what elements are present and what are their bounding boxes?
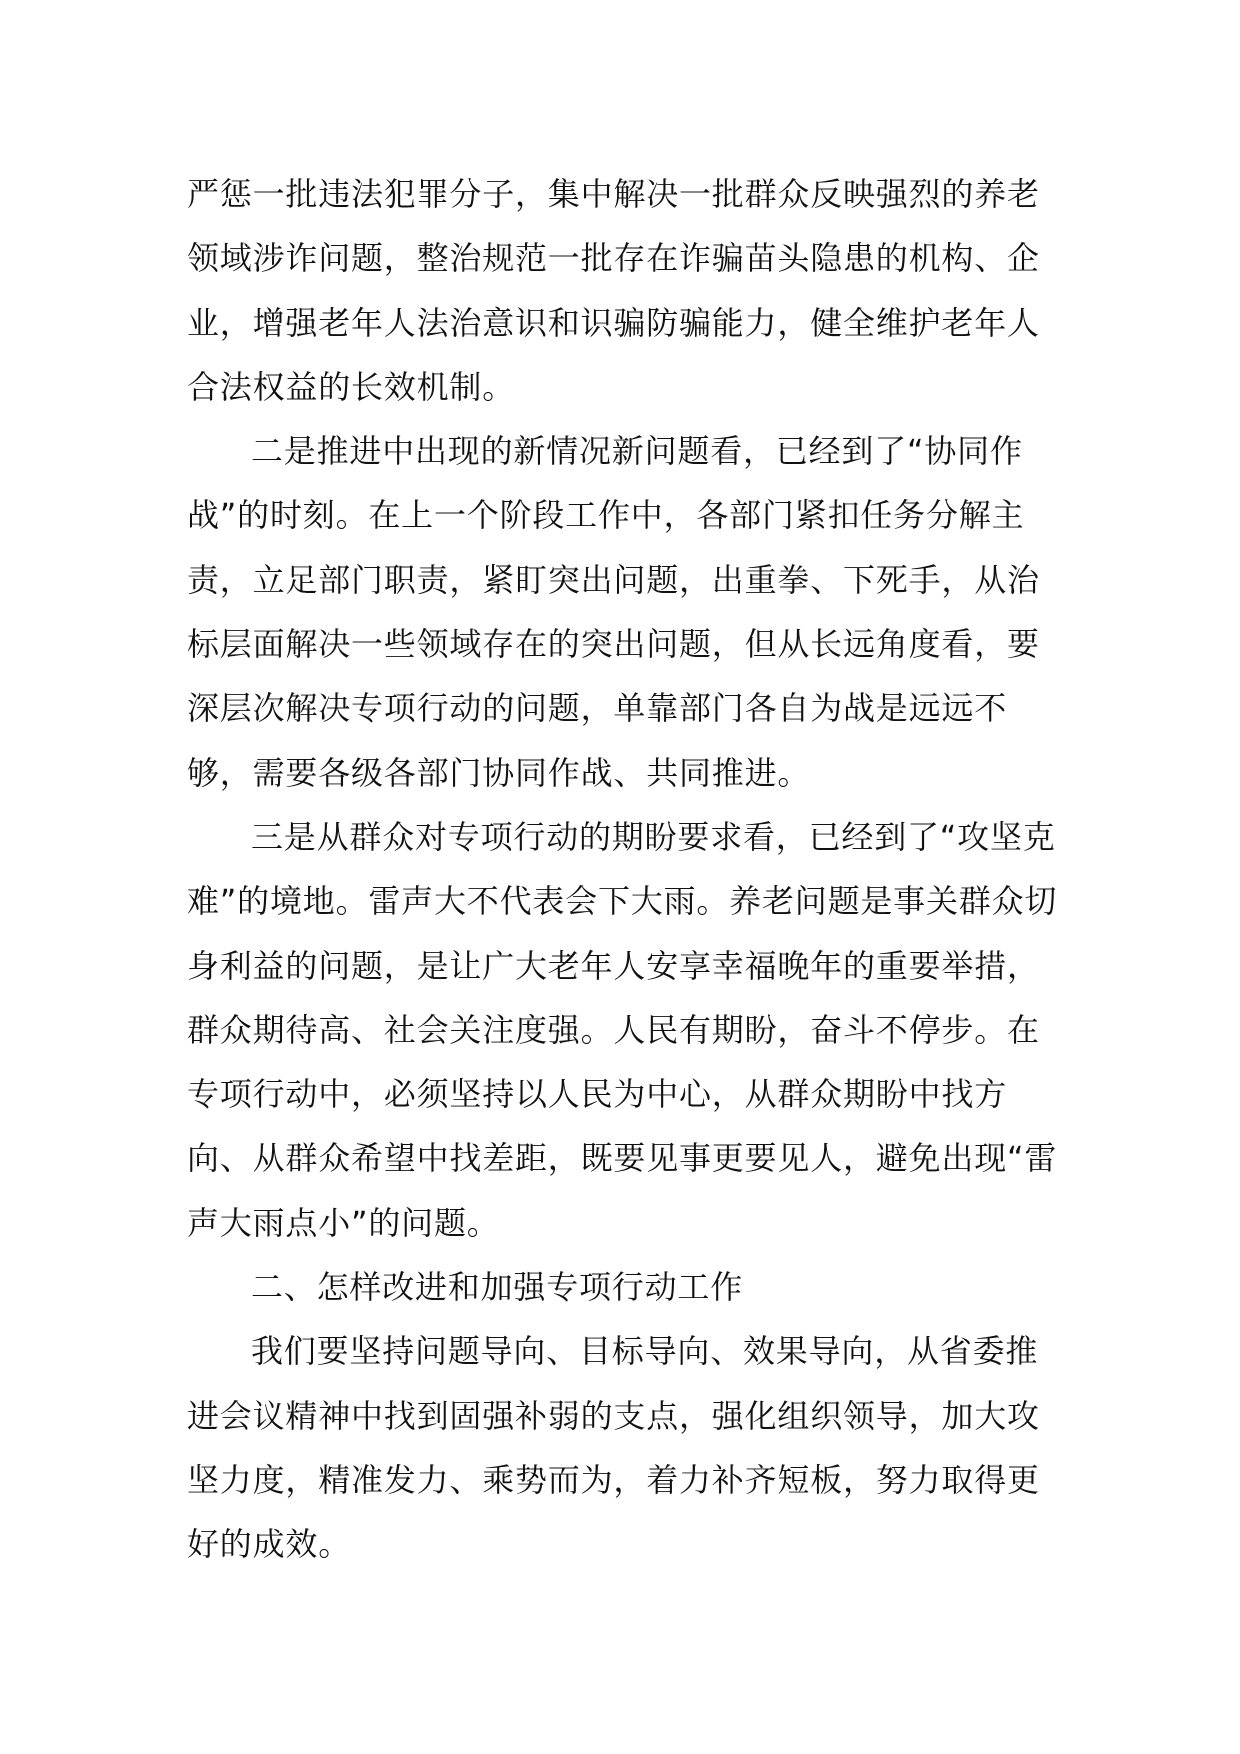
section-heading: 二、怎样改进和加强专项行动工作 — [251, 1268, 744, 1307]
paragraph-4: 我们要坚持问题导向、目标导向、效果导向，从省委推进会议精神中找到固强补弱的支点，强化组织领导，加大攻坚力度，精准发力、乘势而为，着力补齐短板，努力取得更好的成效。 — [187, 1332, 1040, 1564]
paragraph-1: 严惩一批违法犯罪分子，集中解决一批群众反映强烈的养老领域涉诈问题，整治规范一批存在诈骗苗头隐患的机构、企业，增强老年人法治意识和识骗防骗能力，健全维护老年人合法权益的长效机制。 — [187, 175, 1040, 406]
paragraph-3: 三是从群众对专项行动的期盼要求看，已经到了“攻坚克难”的境地。雷声大不代表会下大雨。养老问题是事关群众切身利益的问题，是让广大老年人安享幸福晚年的重要举措，群众期待高、社会关注度强。人民有期盼，奋斗不停步。在专项行动中，必须坚持以人民为中心，从群众期盼中找方向、从群众希望中找差距，既要见事更要见人，避免出现“雷声大雨点小”的问题。 — [187, 817, 1058, 1242]
document-body — [187, 162, 1067, 1577]
paragraph-2: 二是推进中出现的新情况新问题看，已经到了“协同作战”的时刻。在上一个阶段工作中，各部门紧扣任务分解主责，立足部门职责，紧盯突出问题，出重拳、下死手，从治标层面解决一些领域存在的突出问题，但从长远角度看，要深层次解决专项行动的问题，单靠部门各自为战是远远不够，需要各级各部门协同作战、共同推进。 — [187, 432, 1040, 792]
